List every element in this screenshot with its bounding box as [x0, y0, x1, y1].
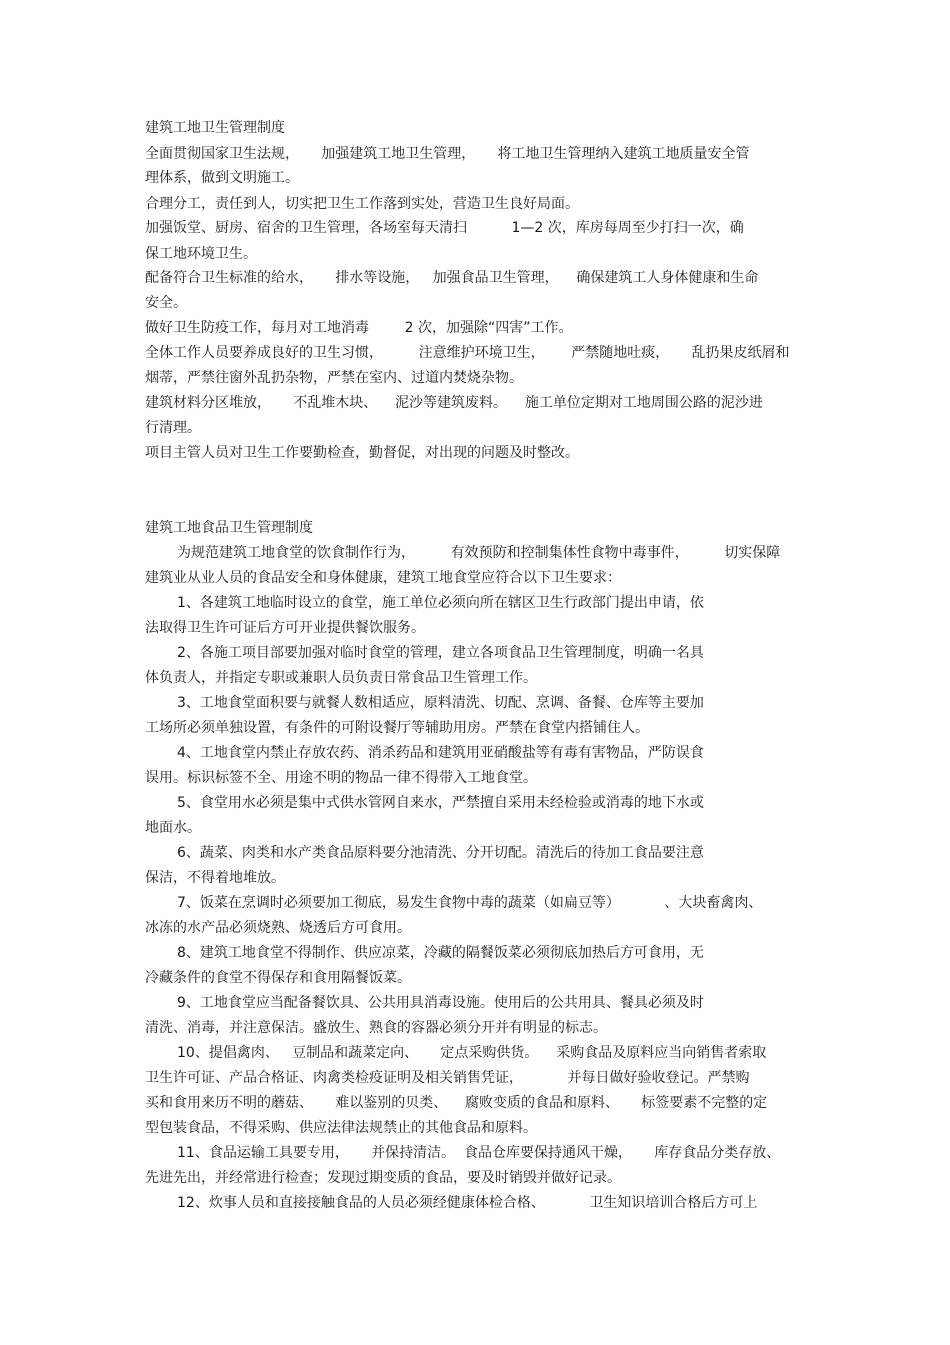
body-line: 全体工作人员要养成良好的卫生习惯， 注意维护环境卫生， 严禁随地吐痰， 乱扔果皮纸屑和: [145, 345, 790, 361]
body-line: 工场所必须单独设置，有条件的可附设餐厅等辅助用房。严禁在食堂内搭铺住人。: [145, 720, 649, 736]
body-line: 冷藏条件的食堂不得保存和食用隔餐饭菜。: [145, 970, 411, 986]
section-title-food-safety: 建筑工地食品卫生管理制度: [145, 520, 313, 536]
body-line: 4、工地食堂内禁止存放农药、消杀药品和建筑用亚硝酸盐等有毒有害物品，严防误食: [177, 745, 704, 761]
body-line: 地面水。: [145, 820, 201, 836]
body-line: 安全。: [145, 295, 187, 311]
section-title-sanitation: 建筑工地卫生管理制度: [145, 120, 285, 136]
body-line: 行清理。: [145, 420, 201, 436]
body-line: 项目主管人员对卫生工作要勤检查，勤督促，对出现的问题及时整改。: [145, 445, 579, 461]
body-line: 冰冻的水产品必须烧熟、烧透后方可食用。: [145, 920, 411, 936]
body-line: 建筑业从业人员的食品安全和身体健康，建筑工地食堂应符合以下卫生要求：: [145, 570, 621, 586]
body-line: 6、蔬菜、肉类和水产类食品原料要分池清洗、分开切配。清洗后的待加工食品要注意: [177, 845, 704, 861]
body-line: 11、食品运输工具要专用， 并保持清洁。 食品仓库要保持通风干燥， 库存食品分类存放、: [177, 1145, 781, 1161]
body-line: 为规范建筑工地食堂的饮食制作行为， 有效预防和控制集体性食物中毒事件， 切实保障: [177, 545, 781, 561]
body-line: 做好卫生防疫工作，每月对工地消毒 2 次，加强除“四害”工作。: [145, 320, 573, 336]
body-line: 法取得卫生许可证后方可开业提供餐饮服务。: [145, 620, 425, 636]
body-line: 8、建筑工地食堂不得制作、供应凉菜，冷藏的隔餐饭菜必须彻底加热后方可食用，无: [177, 945, 704, 961]
body-line: 理体系，做到文明施工。: [145, 170, 299, 186]
body-line: 清洗、消毒，并注意保洁。盛放生、熟食的容器必须分开并有明显的标志。: [145, 1020, 607, 1036]
body-line: 体负责人，并指定专职或兼职人员负责日常食品卫生管理工作。: [145, 670, 537, 686]
body-line: 5、食堂用水必须是集中式供水管网自来水，严禁擅自采用未经检验或消毒的地下水或: [177, 795, 704, 811]
body-line: 建筑材料分区堆放， 不乱堆木块、 泥沙等建筑废料。 施工单位定期对工地周围公路的泥沙进: [145, 395, 763, 411]
body-line: 3、工地食堂面积要与就餐人数相适应，原料清洗、切配、烹调、备餐、仓库等主要加: [177, 695, 704, 711]
body-line: 型包装食品，不得采购、供应法律法规禁止的其他食品和原料。: [145, 1120, 537, 1136]
body-line: 12、炊事人员和直接接触食品的人员必须经健康体检合格、 卫生知识培训合格后方可上: [177, 1195, 758, 1211]
body-line: 全面贯彻国家卫生法规， 加强建筑工地卫生管理， 将工地卫生管理纳入建筑工地质量安全管: [145, 146, 750, 162]
body-line: 误用。标识标签不全、用途不明的物品一律不得带入工地食堂。: [145, 770, 537, 786]
body-line: 卫生许可证、产品合格证、肉禽类检疫证明及相关销售凭证， 并每日做好验收登记。严禁购: [145, 1070, 750, 1086]
body-line: 加强饭堂、厨房、宿舍的卫生管理，各场室每天清扫 1—2 次，库房每周至少打扫一次，确: [145, 220, 744, 236]
body-line: 1、各建筑工地临时设立的食堂，施工单位必须向所在辖区卫生行政部门提出申请，依: [177, 595, 704, 611]
body-line: 10、提倡禽肉、 豆制品和蔬菜定向、 定点采购供货。 采购食品及原料应当向销售者索取: [177, 1045, 767, 1061]
body-line: 7、饭菜在烹调时必须要加工彻底，易发生食物中毒的蔬菜（如扁豆等） 、大块畜禽肉、: [177, 895, 763, 911]
body-line: 保洁，不得着地堆放。: [145, 870, 285, 886]
body-line: 配备符合卫生标准的给水， 排水等设施， 加强食品卫生管理， 确保建筑工人身体健康和生命: [145, 270, 759, 286]
body-line: 买和食用来历不明的蘑菇、 难以鉴别的贝类、 腐败变质的食品和原料、 标签要素不完整的定: [145, 1095, 768, 1111]
body-line: 9、工地食堂应当配备餐饮具、公共用具消毒设施。使用后的公共用具、餐具必须及时: [177, 995, 704, 1011]
body-line: 保工地环境卫生。: [145, 246, 257, 262]
body-line: 合理分工，责任到人，切实把卫生工作落到实处，营造卫生良好局面。: [145, 196, 579, 212]
body-line: 先进先出，并经常进行检查；发现过期变质的食品，要及时销毁并做好记录。: [145, 1170, 621, 1186]
body-line: 2、各施工项目部要加强对临时食堂的管理，建立各项食品卫生管理制度，明确一名具: [177, 645, 704, 661]
body-line: 烟蒂，严禁往窗外乱扔杂物，严禁在室内、过道内焚烧杂物。: [145, 370, 523, 386]
